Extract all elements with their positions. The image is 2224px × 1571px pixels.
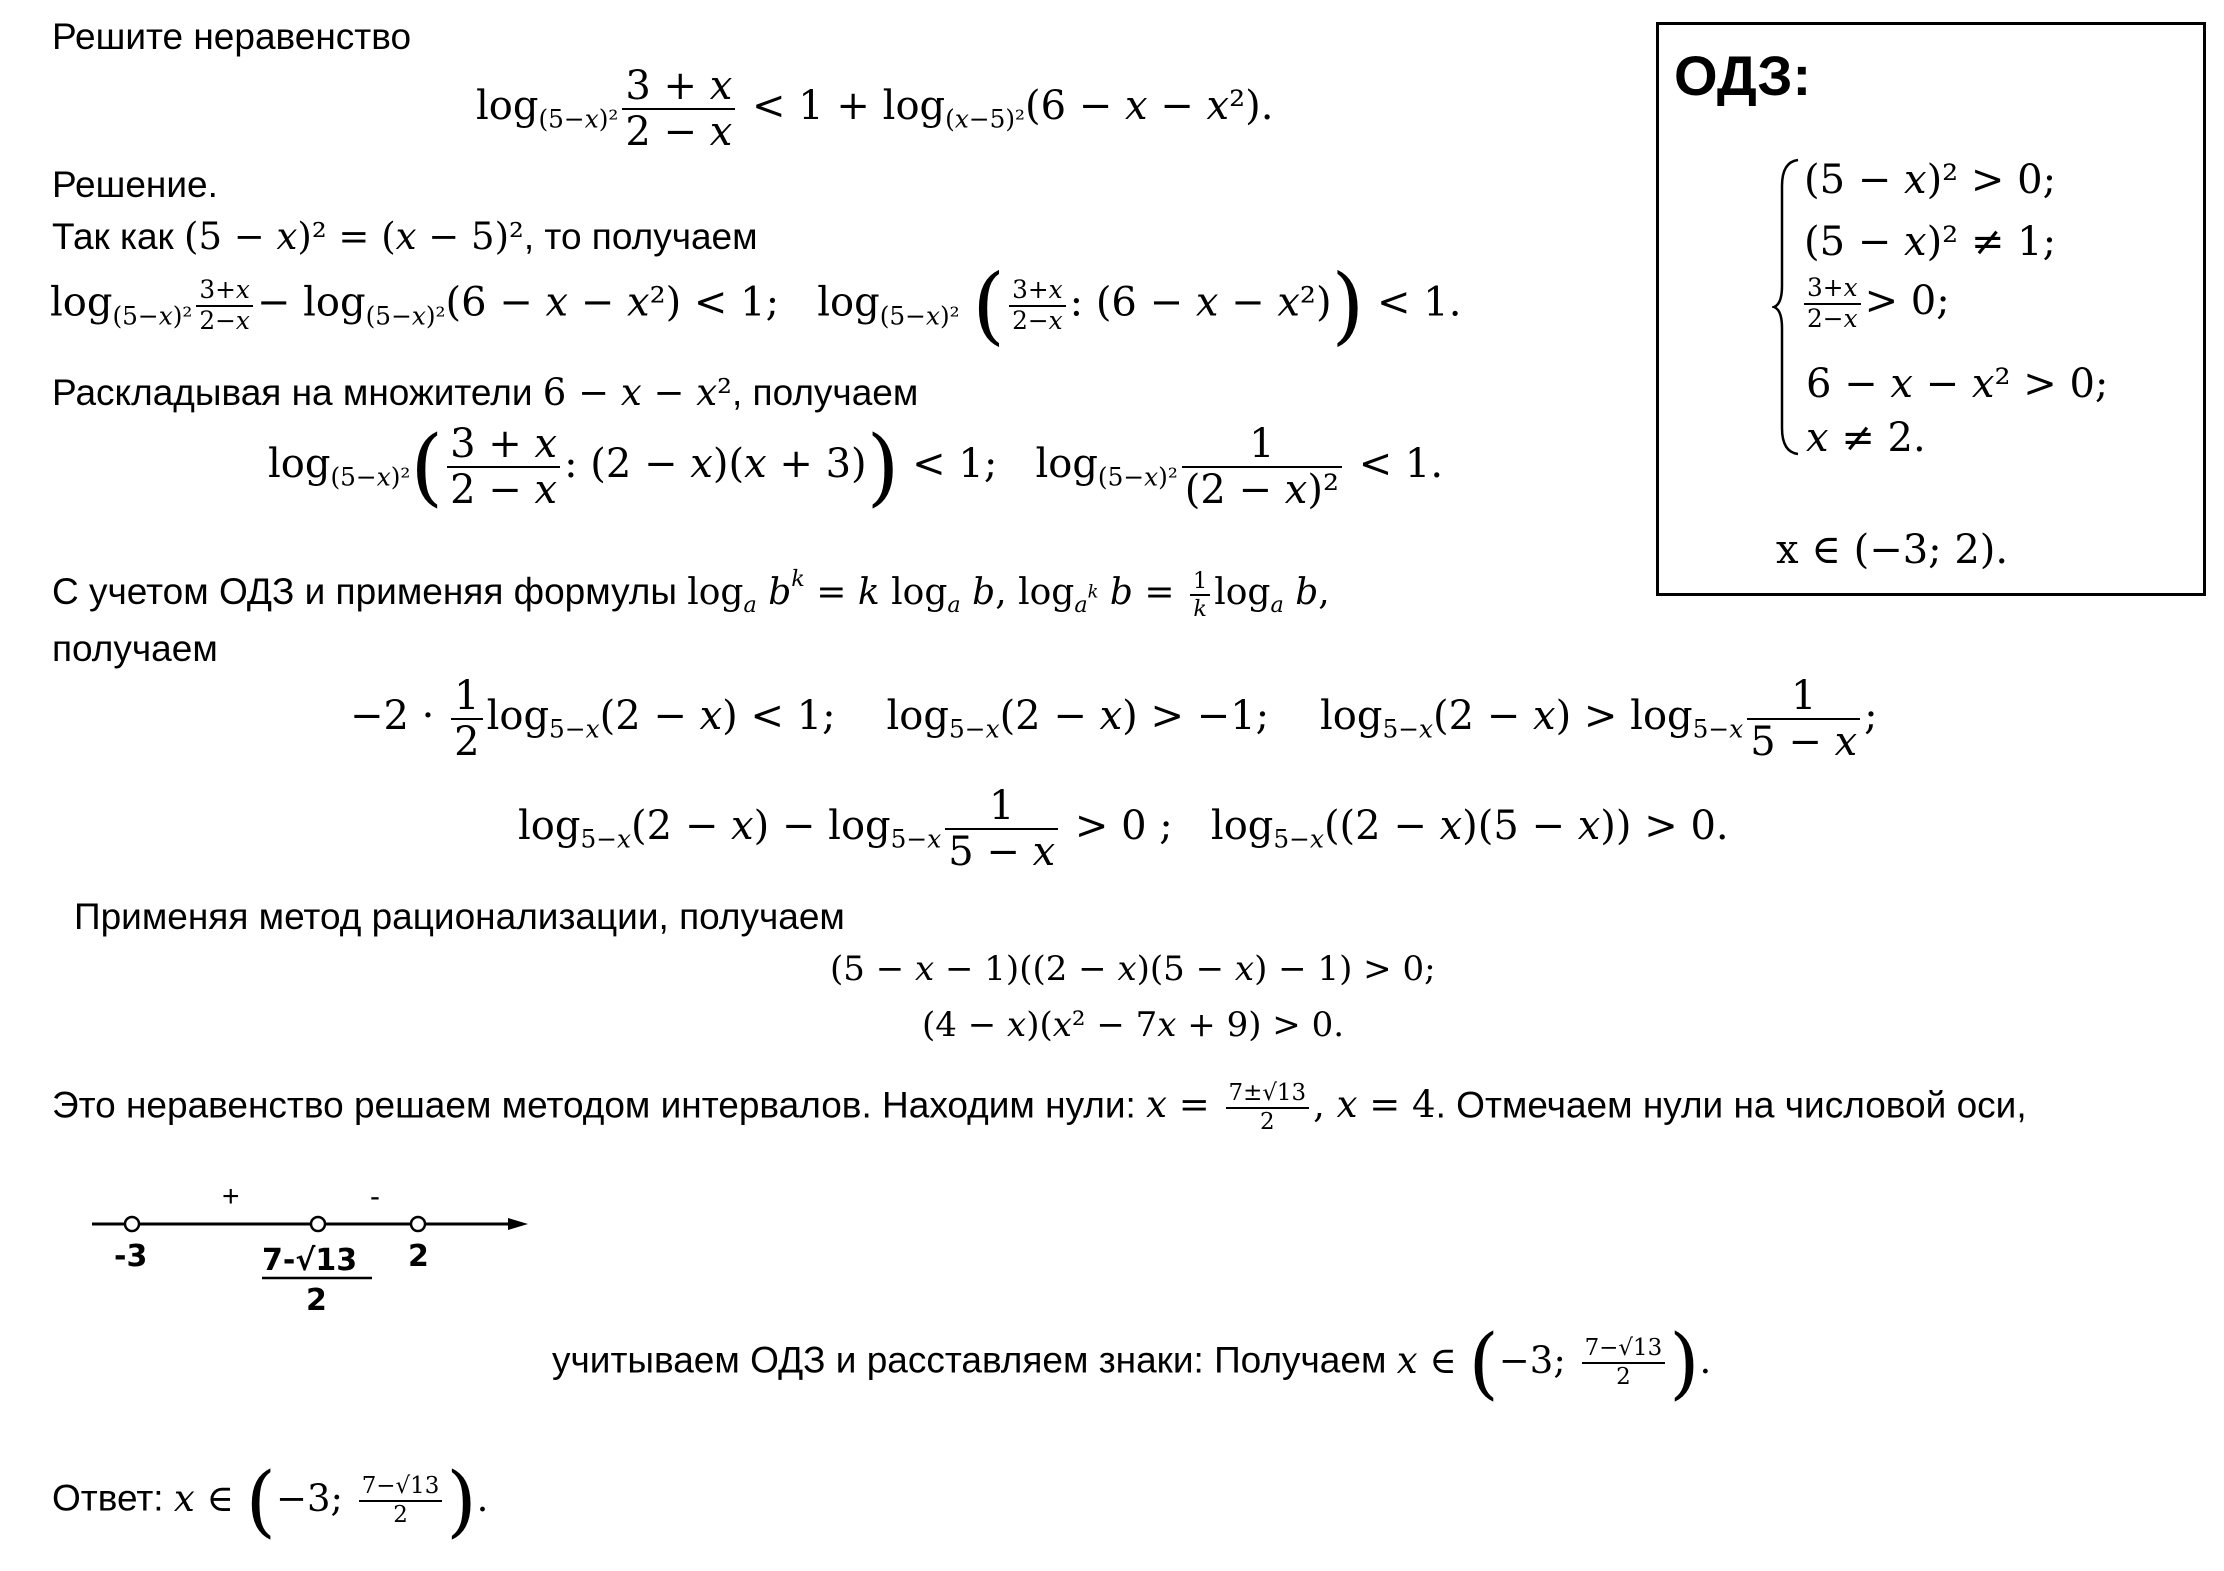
odz-cond-1: (5 − x)² > 0; xyxy=(1804,157,2057,203)
label-2: 2 xyxy=(408,1239,429,1274)
interval-line: Это неравенство решаем методом интервалов. Находим нули: x = $\frac{7\pm√13}{2}$ , x = 4. Отмечаем нули на числовой оси, xyxy=(52,1080,2027,1135)
get-line: получаем xyxy=(52,628,218,669)
axis-arrow xyxy=(508,1218,528,1230)
step-1: $\log_{(5-x)^2}$ $\frac{3+x}{2-x}$ − $\log_{(5-x)^2}(6 - x - x^2) < 1$; $\log_{(5-x)^2}$ ( $\frac{3+x}{2-x}$ : (6 − x − x²)) < 1. xyxy=(50,256,1462,354)
factor-line: Раскладывая на множители 6 − x − x², получаем xyxy=(52,371,919,414)
point-root xyxy=(311,1217,325,1231)
sign-minus: - xyxy=(370,1180,380,1213)
step-5: (5 − x − 1)((2 − x)(5 − x) − 1) > 0; xyxy=(830,949,1436,989)
since-line: Так как (5 − x)² = (x − 5)², то получаем xyxy=(52,215,758,258)
label-root-num: 7-√13 xyxy=(262,1243,358,1278)
rational-line: Применяя метод рационализации, получаем xyxy=(74,896,845,937)
odz-cond-5: x ≠ 2. xyxy=(1806,415,1926,461)
number-line xyxy=(80,1180,540,1330)
odz-cond-3: $\frac{3+x}{2-x}$ > 0; xyxy=(1800,276,1950,332)
main-inequality: $\log_{(5-x)^2}$ $\frac{3 + x}{2 - x}$ < $1 + \log_{(x-5)^2}(6 - x - x^2)$. xyxy=(476,63,1274,155)
point-minus-3 xyxy=(125,1217,139,1231)
task-heading: Решите неравенство xyxy=(52,16,412,57)
odz-formulas-line: С учетом ОДЗ и применяя формулы $\log_a b^k = k$ $\log_a b$, $\log_{a^k} b$ = $\frac{1}{k}$ $\log_a b$, xyxy=(52,566,1330,622)
signs-line: учитываем ОДЗ и расставляем знаки: Получаем x ∈ (−3; $\frac{7-√13}{2}$ ). xyxy=(552,1318,1712,1408)
step-4: $\log_{5-x}(2 - x) - \log_{5-x}$ $\frac{1}{5 - x}$ > 0 ; $\log_{5-x}((2 - x)(5 - x)) > 0$. xyxy=(518,783,1729,875)
odz-cond-2: (5 − x)² ≠ 1; xyxy=(1804,219,2057,265)
point-2 xyxy=(411,1217,425,1231)
step-2: $\log_{(5-x)^2}$( $\frac{3 + x}{2 - x}$ : (2 − x)(x + 3)) < 1; $\log_{(5-x)^2}$ $\frac{1}{\text{(2 − x)²}}$ < 1. xyxy=(268,417,1444,516)
odz-title: ОДЗ: xyxy=(1674,44,1812,107)
answer-line: Ответ: x ∈ (−3; $\frac{7-√13}{2}$ ). xyxy=(52,1456,489,1546)
label-root-den: 2 xyxy=(306,1283,327,1318)
step-6: (4 − x)(x² − 7x + 9) > 0. xyxy=(922,1005,1345,1045)
sign-plus: + xyxy=(222,1180,240,1213)
label-minus-3: -3 xyxy=(114,1239,148,1274)
odz-result: x ∈ (−3; 2). xyxy=(1776,527,2009,573)
system-brace xyxy=(1772,156,1802,458)
odz-cond-4: 6 − x − x² > 0; xyxy=(1806,361,2109,407)
solution-label: Решение. xyxy=(52,164,218,205)
step-3: −2 · $\frac{1}{2}$ $\log_{5-x}(2 - x) < 1$; $\log_{5-x}(2 - x) > -1$; $\log_{5-x}(2 - x) > \log_{5-x}$ $\frac{1}{5 - x}$ ; xyxy=(350,673,1878,765)
